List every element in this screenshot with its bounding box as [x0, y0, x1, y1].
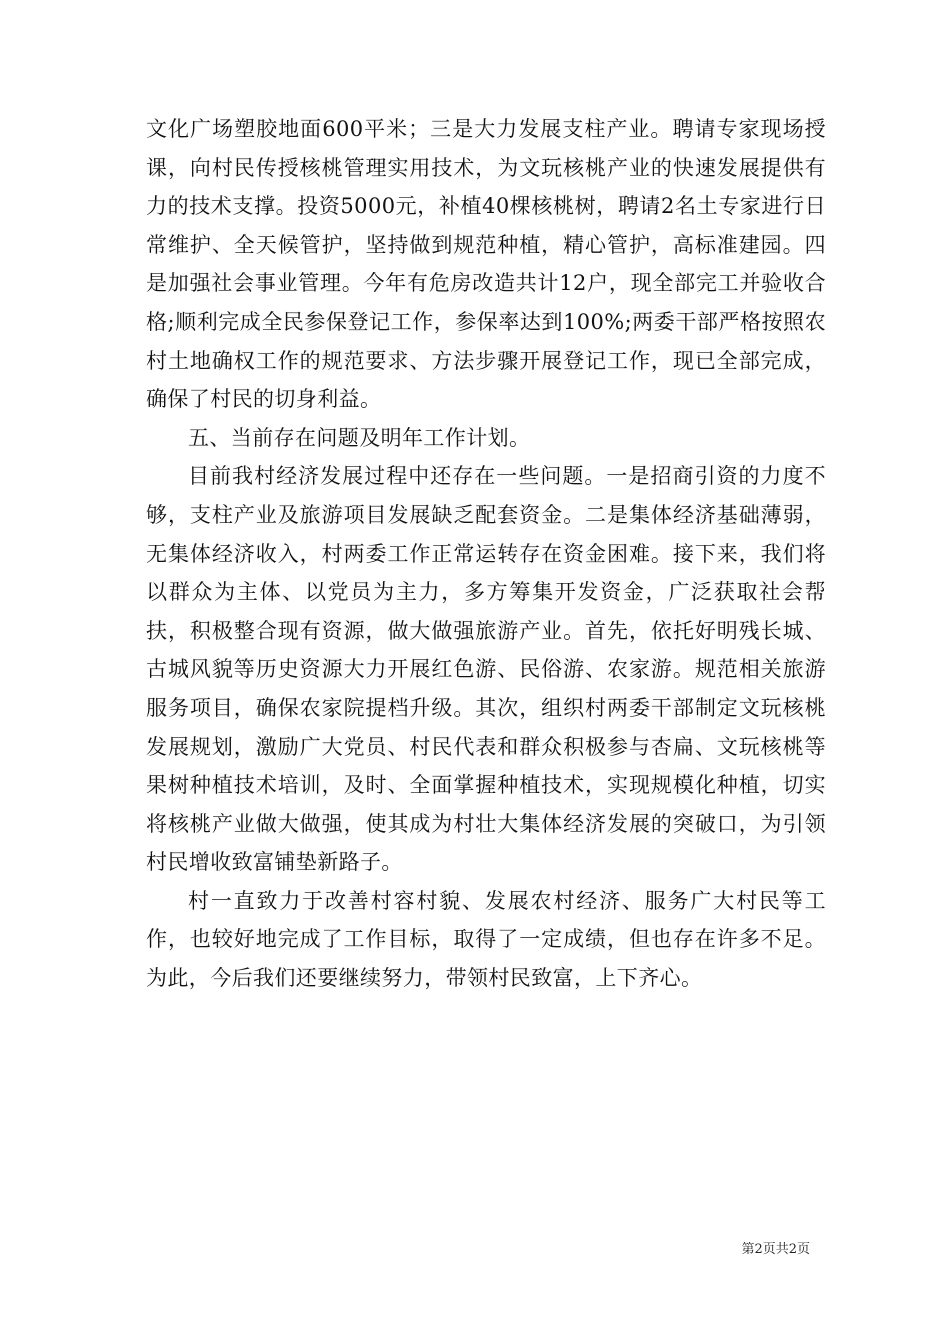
- document-body: [146, 110, 826, 998]
- paragraph-continuation: 文化广场塑胶地面600平米；三是大力发展支柱产业。聘请专家现场授课，向村民传授核桃管理实用技术，为文玩核桃产业的快速发展提供有力的技术支撑。投资5000元，补植40棵核桃树，聘请2名土专家进行日常维护、全天候管护，坚持做到规范种植，精心管护，高标准建园。四是加强社会事业管理。今年有危房改造共计12户，现全部完工并验收合格;顺利完成全民参保登记工作，参保率达到100%;两委干部严格按照农村土地确权工作的规范要求、方法步骤开展登记工作，现已全部完成，确保了村民的切身利益。: [146, 117, 826, 412]
- page-number-footer: 第2页共2页: [741, 1242, 810, 1257]
- paragraph-conclusion: 村一直致力于改善村容村貌、发展农村经济、服务广大村民等工作，也较好地完成了工作目标，取得了一定成绩，但也存在许多不足。为此，今后我们还要继续努力，带领村民致富，上下齐心。: [146, 888, 826, 991]
- section-heading: 五、当前存在问题及明年工作计划。: [188, 425, 531, 450]
- paragraph-problems-and-plan: 目前我村经济发展过程中还存在一些问题。一是招商引资的力度不够，支柱产业及旅游项目发展缺乏配套资金。二是集体经济基础薄弱，无集体经济收入，村两委工作正常运转存在资金困难。接下来，我们将以群众为主体、以党员为主力，多方筹集开发资金，广泛获取社会帮扶，积极整合现有资源，做大做强旅游产业。首先，依托好明残长城、古城风貌等历史资源大力开展红色游、民俗游、农家游。规范相关旅游服务项目，确保农家院提档升级。其次，组织村两委干部制定文玩核桃发展规划，激励广大党员、村民代表和群众积极参与杏扁、文玩核桃等果树种植技术培训，及时、全面掌握种植技术，实现规模化种植，切实将核桃产业做大做强，使其成为村壮大集体经济发展的突破口，为引领村民增收致富铺垫新路子。: [146, 464, 826, 875]
